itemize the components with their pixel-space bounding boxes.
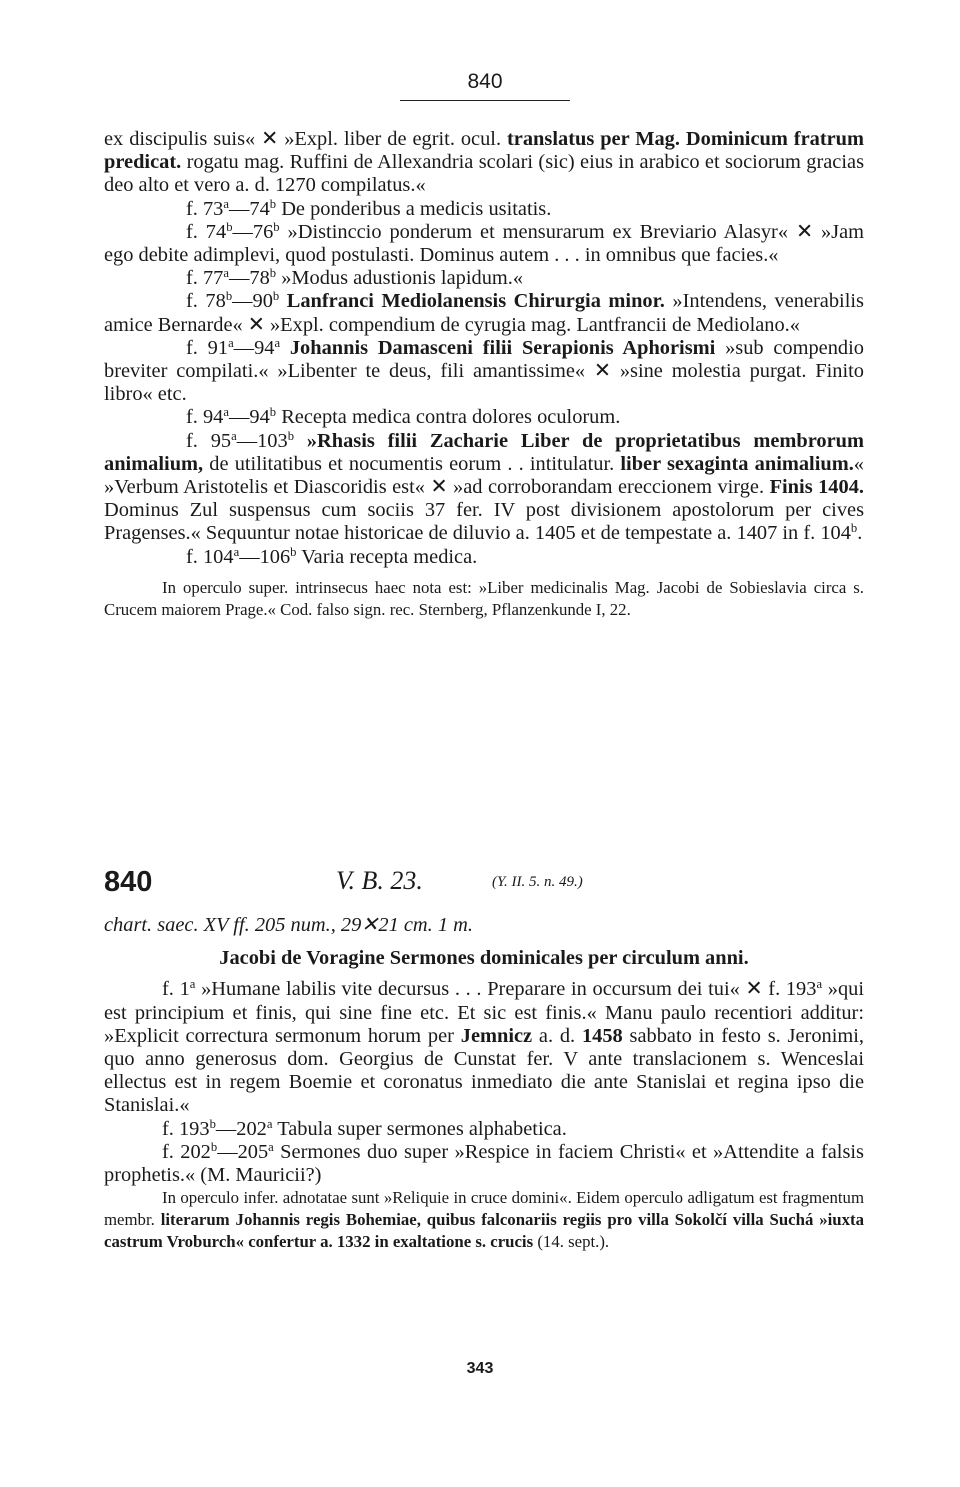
record-840-heading <box>104 866 864 902</box>
fragment-description: literarum Johannis regis Bohemiae, quibus falconariis regiis pro villa Sokolčí villa Suchá »iuxta castrum Vroburch« confertur a. 1332 in exaltatione s. crucis <box>104 1210 865 1252</box>
text-run: ex discipulis suis« ✕ »Expl. liber de egrit. ocul. <box>104 128 508 150</box>
header-rule <box>400 100 570 101</box>
folio-ref: f. 202 <box>162 1140 211 1163</box>
folio-ref: —76 <box>232 220 274 243</box>
folio-ref: f. 95 <box>186 429 232 452</box>
entry-f91 <box>104 337 864 407</box>
folio-ref: f. 94 <box>186 406 224 429</box>
folio-ref: —94 <box>229 406 270 429</box>
folio-ref: f. 74 <box>186 220 227 243</box>
entry-f202 <box>104 1141 864 1187</box>
page-footer-number: 343 <box>466 1360 494 1377</box>
entry-text: De ponderibus a medicis usitatis. <box>276 197 552 220</box>
folio-side: a <box>233 544 240 559</box>
bold-run: translatus per Mag. Dominicum fratrum predicat. <box>104 128 864 174</box>
folio-side: b <box>209 1116 216 1131</box>
work-title: Johannis Damasceni filii Serapionis Aphorismi <box>280 336 716 359</box>
entry-text: Recepta medica contra dolores oculorum. <box>276 406 621 429</box>
folio-side: b <box>269 196 277 211</box>
folio-side: b <box>269 266 277 281</box>
folio-side: b <box>287 428 294 443</box>
entry-text: »Humane labilis vite decursus . . . Preparare in occursum dei tui« ✕ f. 193 <box>195 978 817 1001</box>
entry-text: »Distinccio ponderum et mensurarum ex Breviario Alasyr« ✕ »Jam ego debite adimplevi, quod postulasti. Dominus autem . . . in omnibus que facies.« <box>104 220 864 267</box>
entry-f95 <box>104 430 864 546</box>
folio-ref: —106 <box>239 545 291 568</box>
folio-ref: —205 <box>217 1140 269 1163</box>
record-title: Jacobi de Voragine Sermones dominicales per circulum anni. <box>219 947 749 970</box>
folio-ref: —78 <box>229 267 270 290</box>
entry-text: . <box>857 522 863 545</box>
folio-ref: f. 77 <box>186 267 224 290</box>
entry-text: »sub compendio breviter compilati.« »Libenter te deus, fili amantissime« ✕ »sine molestia purgat. Finito libro« etc. <box>104 336 864 406</box>
entry-text: »qui est principium et finis, qui sine fine etc. Et sic est finis.« Manu paulo recentiori additur: »Explicit correctura sermonum horum per <box>104 978 864 1047</box>
entry-f193 <box>104 1118 864 1141</box>
folio-side: a <box>223 266 229 281</box>
folio-side: b <box>210 1139 218 1154</box>
scribe-name: Jemnicz <box>460 1024 533 1047</box>
folio-ref: —103 <box>236 429 288 452</box>
entry-text: »Intendens, venerabilis amice Bernarde« ✕ »Expl. compendium de cyrugia mag. Lantfrancii de Mediolano.« <box>104 290 864 336</box>
folio-side: b <box>290 544 297 559</box>
work-title: Lanfranci Mediolanensis Chirurgia minor. <box>279 290 665 313</box>
folio-side: b <box>225 289 233 304</box>
folio-side: b <box>226 219 233 234</box>
folio-ref: —90 <box>232 290 273 313</box>
page-header-number: 840 <box>467 70 503 93</box>
entry-f94 <box>104 406 864 429</box>
entry-f74 <box>104 221 864 267</box>
folio-ref: f. 1 <box>162 978 190 1001</box>
entry-text: « »Verbum Aristotelis et Diascoridis est« ✕ »ad corroborandam ereccionem virge. <box>104 452 864 499</box>
folio-side: b <box>273 219 280 234</box>
entry-f104 <box>104 546 864 569</box>
entry-text: a. d. <box>532 1024 582 1047</box>
folio-ref: f. 91 <box>186 336 229 359</box>
folio-side: a <box>228 335 234 350</box>
entry-text: Varia recepta medica. <box>296 545 478 568</box>
folio-side: a <box>274 335 281 350</box>
folio-side: a <box>816 977 823 992</box>
entry-text: sabbato in festo s. Jeronimi, quo anno generosus dom. Georgius de Cunstat fer. V ante translacionem s. Wenceslai ellectus est in regem Boemie et coronatus inmediato die ante Stanislai et regina ipso die Stanislai.« <box>104 1024 864 1117</box>
folio-side: a <box>266 1116 273 1131</box>
entry-text: Tabula super sermones alphabetica. <box>272 1117 567 1140</box>
text-run: rogatu mag. Ruffini de Allexandria scolari (sic) eius in arabico et sociorum gracias deo alto et vero a. d. 1270 compilatus.« <box>104 151 864 197</box>
work-title: liber sexaginta animalium. <box>620 452 854 475</box>
colophon-date: Finis 1404. <box>769 476 864 499</box>
folio-side: a <box>189 977 196 992</box>
record-839-continuation <box>104 128 864 621</box>
opening-paragraph <box>104 128 864 198</box>
folio-ref: f. 193 <box>162 1117 210 1140</box>
folio-ref: —94 <box>233 336 275 359</box>
folio-ref: —74 <box>229 197 270 220</box>
note-text: In operculo infer. adnotatae sunt »Reliquie in cruce domini«. Eidem operculo adligatum est fragmentum membr. <box>104 1188 864 1230</box>
binding-note <box>104 1187 864 1253</box>
folio-ref: f. 104 <box>186 545 234 568</box>
folio-side: b <box>850 521 858 536</box>
folio-ref: —202 <box>215 1117 267 1140</box>
entry-text: de utilitatibus et nocumentis eorum . . intitulatur. <box>203 452 621 475</box>
folio-ref: f. 78 <box>186 290 226 313</box>
record-number: 840 <box>104 866 153 898</box>
binding-note: In operculo super. intrinsecus haec nota est: »Liber medicinalis Mag. Jacobi de Sobieslavia circa s. Crucem maiorem Prage.« Cod. falso sign. rec. Sternberg, Pflanzenkunde I, 22. <box>104 577 864 619</box>
folio-side: b <box>272 289 280 304</box>
work-title: »Rhasis filii Zacharie Liber de proprietatibus membrorum animalium, <box>104 429 864 475</box>
folio-side: a <box>223 196 229 211</box>
colophon-date: 1458 <box>581 1024 623 1047</box>
shelfmark: V. B. 23. <box>336 866 423 895</box>
entry-f78 <box>104 290 864 336</box>
folio-side: a <box>223 405 229 420</box>
entry-text: Sermones duo super »Respice in faciem Christi« et »Attendite a falsis prophetis.« (M. Mauricii?) <box>104 1140 864 1187</box>
entry-f77 <box>104 267 864 290</box>
folio-ref: f. 73 <box>186 197 224 220</box>
entry-text: »Modus adustionis lapidum.« <box>276 267 524 290</box>
folio-side: b <box>269 405 277 420</box>
entry-f73 <box>104 198 864 221</box>
physical-description: chart. saec. XV ff. 205 num., 29✕21 cm. 1 m. <box>104 914 473 936</box>
folio-side: a <box>268 1139 274 1154</box>
entry-f1 <box>104 978 864 1117</box>
folio-side: a <box>231 428 237 443</box>
old-shelfmark: (Y. II. 5. n. 49.) <box>492 874 583 890</box>
record-840-body <box>104 914 864 1253</box>
entry-text: Dominus Zul suspensus cum sociis 37 fer. IV post divisionem apostolorum per cives Pragenses.« Sequuntur notae historicae de diluvio a. 1405 et de tempestate a. 1407 in f. 104 <box>104 499 864 545</box>
note-text: (14. sept.). <box>533 1232 610 1252</box>
